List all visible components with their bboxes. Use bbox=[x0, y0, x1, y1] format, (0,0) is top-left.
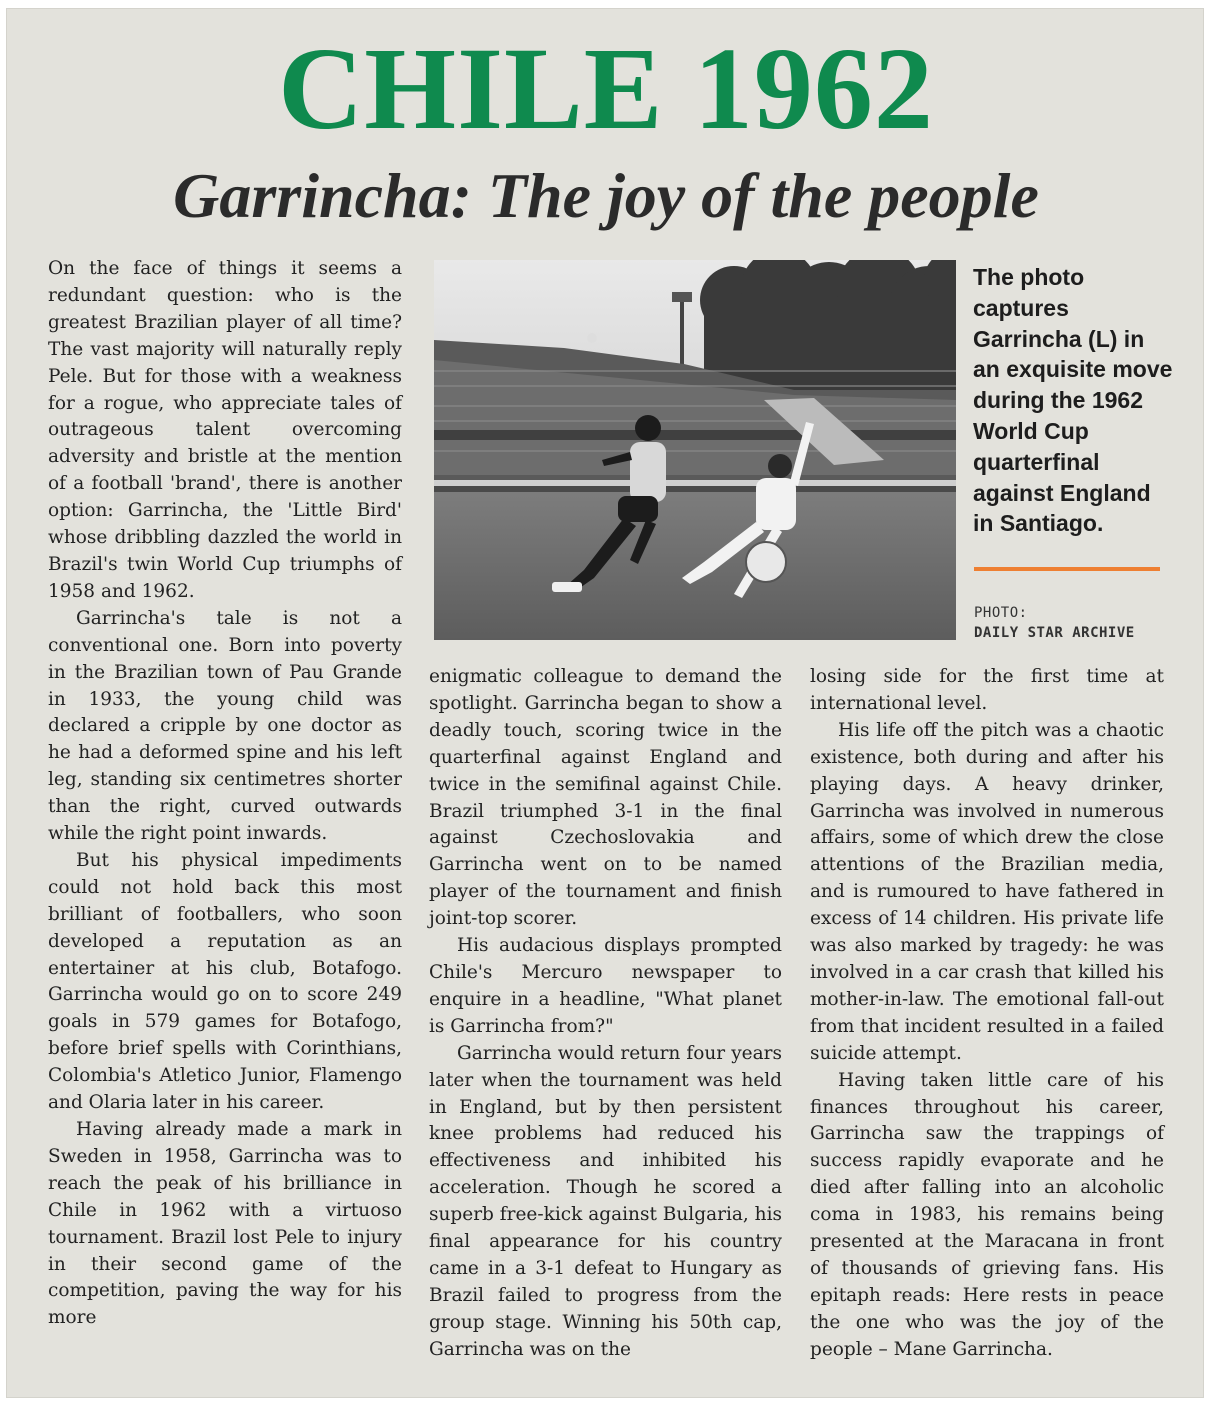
article-paragraph: enigmatic colleague to demand the spotlight. Garrincha began to show a deadly touch, scoring twice in the quarterfinal against England and twice in the semifinal against Chile. Brazil triumphed 3-1 in the final against Czechoslovakia and Garrincha went on to be named player of the tournament and finish joint-top scorer. bbox=[429, 666, 782, 930]
article-paragraph: Having taken little care of his finances throughout his career, Garrincha saw the trappings of success rapidly evaporate and he died after falling into an alcoholic coma in 1983, his remains being presented at the Maracana in front of thousands of grieving fans. His epitaph reads: Here rests in peace the one who was the joy of the people – Mane Garrincha. bbox=[810, 1069, 1164, 1360]
subheadline: Garrincha: The joy of the people bbox=[173, 160, 1039, 231]
match-photo-illustration bbox=[434, 260, 956, 640]
photo-caption: The photo captures Garrincha (L) in an exquisite move during the 1962 World Cup quarterfinal against England in Santiago. bbox=[973, 264, 1173, 537]
article-paragraph: His life off the pitch was a chaotic existence, both during and after his playing days. A heavy drinker, Garrincha was involved in numerous affairs, some of which drew the close attentions of the Brazilian media, and is rumoured to have fathered in excess of 14 children. His private life was also marked by tragedy: he was involved in a car crash that killed his mother-in-law. The emotional fall-out from that incident resulted in a failed suicide attempt. bbox=[810, 719, 1164, 1064]
article-column-3 bbox=[810, 664, 1164, 1364]
article-paragraph: Having already made a mark in Sweden in 1958, Garrincha was to reach the peak of his brilliance in Chile in 1962 with a virtuoso tournament. Brazil lost Pele to injury in their second game of the competition, paving the way for his more bbox=[48, 1119, 402, 1329]
article-paragraph: losing side for the first time at international level. bbox=[810, 666, 1164, 714]
accent-rule bbox=[974, 567, 1160, 571]
article-paragraph: But his physical impediments could not hold back this most brilliant of footballers, who soon developed a reputation as an entertainer at his club, Botafogo. Garrincha would go on to score 249 goals in 579 games for Botafogo, before brief spells with Corinthians, Colombia's Atletico Junior, Flamengo and Olaria later in his career. bbox=[48, 849, 402, 1114]
article-paragraph: On the face of things it seems a redundant question: who is the greatest Brazilian player of all time? The vast majority will naturally reply Pele. But for those with a weakness for a rogue, who appreciate tales of outrageous talent overcoming adversity and bristle at the mention of a football 'brand', there is another option: Garrincha, the 'Little Bird' whose dribbling dazzled the world in Brazil's twin World Cup triumphs of 1958 and 1962. bbox=[48, 258, 402, 602]
photo-credit-name: DAILY STAR ARCHIVE bbox=[974, 625, 1135, 641]
article-column-2 bbox=[429, 664, 782, 1364]
article-paragraph: Garrincha's tale is not a conventional one. Born into poverty in the Brazilian town of Pau Grande in 1933, the young child was declared a cripple by one doctor as he had a deformed spine and his left leg, standing six centimetres shorter than the right, curved outwards while the right point inwards. bbox=[48, 607, 402, 845]
article-paragraph: His audacious displays prompted Chile's Mercuro newspaper to enquire in a headline, "What planet is Garrincha from?" bbox=[429, 935, 782, 1037]
match-photo bbox=[434, 260, 956, 640]
photo-credit-label: PHOTO: bbox=[974, 605, 1028, 621]
article-paragraph: Garrincha would return four years later when the tournament was held in England, but by then persistent knee problems had reduced his effectiveness and inhibited his acceleration. Though he scored a superb free-kick against Bulgaria, his final appearance for his country came in a 3-1 defeat to Hungary as Brazil failed to progress from the group stage. Winning his 50th cap, Garrincha was on the bbox=[429, 1042, 782, 1360]
article-column-1 bbox=[48, 256, 402, 1332]
headline: CHILE 1962 bbox=[278, 23, 934, 154]
